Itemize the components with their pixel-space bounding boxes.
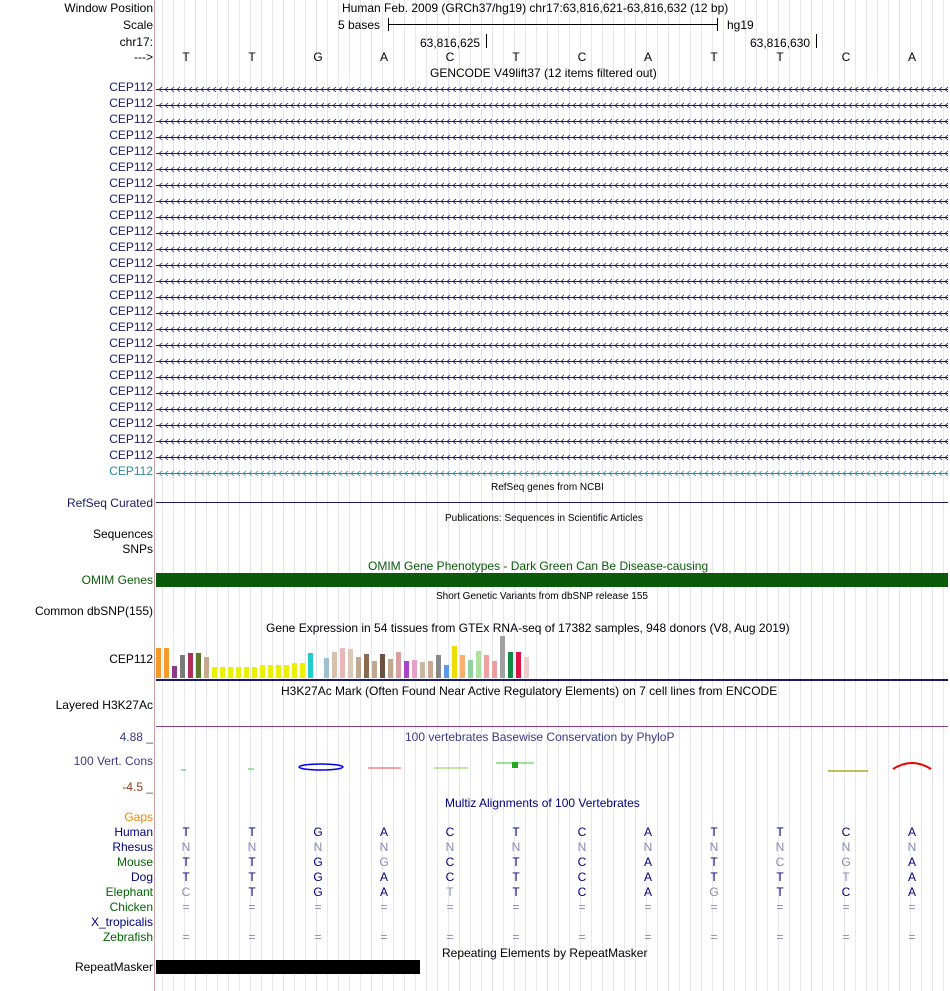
multiz-base: T [512,870,520,884]
gencode-transcript-line[interactable] [156,115,948,129]
gtex-tissue-bar[interactable] [452,646,457,678]
coord-left: 63,816,625 [420,36,481,50]
multiz-base: A [643,855,652,869]
gtex-tissue-bar[interactable] [468,660,473,678]
gencode-transcript-line[interactable] [156,291,948,305]
multiz-species-label[interactable]: Elephant [105,885,153,899]
multiz-base: T [248,870,256,884]
gtex-tissue-bar[interactable] [268,665,273,678]
gtex-tissue-bar[interactable] [244,667,249,678]
gtex-tissue-bar[interactable] [516,652,521,678]
multiz-base: C [577,885,587,899]
multiz-base: C [445,870,455,884]
gtex-tissue-bar[interactable] [460,655,465,678]
multiz-base: T [710,870,718,884]
refseq-track-title[interactable]: RefSeq genes from NCBI [491,482,604,493]
multiz-base: A [643,825,652,839]
multiz-base: N [313,840,323,854]
gencode-transcript-line[interactable] [156,355,948,369]
chrom-label: chr17: [119,35,153,49]
multiz-species-label[interactable]: X_tropicalis [90,915,153,929]
multiz-base: N [445,840,455,854]
omim-track-label[interactable]: OMIM Genes [81,573,153,587]
gtex-tissue-bar[interactable] [324,658,329,678]
sequence-base: T [776,50,784,64]
gencode-transcript-line[interactable] [156,243,948,257]
publications-label-sequences[interactable]: Sequences [92,527,153,541]
gencode-transcript-label[interactable]: CEP112 [109,80,153,94]
multiz-base: A [379,870,388,884]
gencode-transcript-line[interactable] [156,387,948,401]
gencode-transcript-line[interactable] [156,131,948,145]
gencode-transcript-label[interactable]: CEP112 [109,432,153,446]
scale-label: Scale [122,18,153,32]
refseq-track-label[interactable]: RefSeq Curated [66,496,153,510]
multiz-base: = [578,900,586,914]
coord-right: 63,816,630 [750,36,811,50]
h3k27ac-track-label[interactable]: Layered H3K27Ac [55,698,153,712]
phylop-plot [156,755,948,775]
sequence-base: C [841,50,851,64]
multiz-species-label[interactable]: Rhesus [112,840,153,854]
gencode-transcript-label[interactable]: CEP112 [109,256,153,270]
repeatmasker-feature-bar[interactable] [156,960,420,974]
multiz-base: A [907,885,916,899]
multiz-base: = [248,930,256,944]
gtex-tissue-bar[interactable] [156,648,161,678]
gtex-tissue-bar[interactable] [308,653,313,678]
multiz-base: = [842,930,850,944]
gtex-tissue-bar[interactable] [212,667,217,678]
publications-track-title[interactable]: Publications: Sequences in Scientific Articles [445,513,643,524]
gtex-tissue-bar[interactable] [332,652,337,678]
multiz-base: T [512,825,520,839]
multiz-base: C [577,870,587,884]
multiz-species-label[interactable]: Dog [130,870,153,884]
multiz-base: = [710,930,718,944]
gencode-track-title[interactable]: GENCODE V49lift37 (12 items filtered out) [430,66,657,80]
scale-assembly: hg19 [727,18,754,32]
multiz-base: = [314,900,322,914]
multiz-species-label[interactable]: Human [114,825,153,839]
multiz-base: G [379,855,389,869]
multiz-base: G [313,885,323,899]
multiz-base: A [907,855,916,869]
gtex-tissue-bar[interactable] [420,662,425,678]
gencode-transcript-line[interactable] [156,211,948,225]
repeatmasker-track-label[interactable]: RepeatMasker [74,960,153,974]
gencode-transcript-line[interactable] [156,339,948,353]
gtex-tissue-bar[interactable] [196,653,201,678]
multiz-base: = [644,900,652,914]
multiz-base: = [182,930,190,944]
window-position-value[interactable]: Human Feb. 2009 (GRCh37/hg19) chr17:63,816,621-63,816,632 (12 bp) [342,1,729,15]
coord-left-tick [486,34,487,48]
gtex-tissue-bar[interactable] [500,636,505,678]
gencode-transcript-line[interactable] [156,99,948,113]
gencode-transcript-line[interactable] [156,467,948,481]
multiz-base: T [710,855,718,869]
gencode-transcript-line[interactable] [156,83,948,97]
multiz-base: T [182,855,190,869]
gtex-tissue-bar[interactable] [260,665,265,678]
multiz-gaps-label[interactable]: Gaps [124,810,153,824]
gencode-transcript-label[interactable]: CEP112 [109,368,153,382]
multiz-base: N [841,840,851,854]
sequence-base: T [710,50,718,64]
phylop-ymin: -4.5 _ [122,780,153,794]
multiz-base: T [776,870,784,884]
gencode-transcript-label[interactable]: CEP112 [109,128,153,142]
multiz-base: N [907,840,917,854]
multiz-base: = [710,900,718,914]
multiz-base: G [313,870,323,884]
gencode-transcript-label[interactable]: CEP112 [109,352,153,366]
gtex-tissue-bar[interactable] [348,649,353,678]
scale-value: 5 bases [338,18,381,32]
multiz-base: T [248,885,256,899]
multiz-base: = [182,900,190,914]
multiz-base: T [446,885,454,899]
multiz-base: T [512,855,520,869]
multiz-base: G [313,855,323,869]
scale-bar [388,24,718,25]
gtex-tissue-bar[interactable] [396,652,401,678]
gencode-transcript-line[interactable] [156,179,948,193]
scale-bar-right-tick [717,18,718,31]
gtex-tissue-bar[interactable] [164,648,169,678]
gtex-tissue-bar[interactable] [372,661,377,678]
gencode-transcript-line[interactable] [156,419,948,433]
gencode-transcript-label[interactable]: CEP112 [109,272,153,286]
gencode-transcript-label[interactable]: CEP112 [109,336,153,350]
gencode-transcript-label[interactable]: CEP112 [109,464,153,478]
gtex-tissue-bar[interactable] [292,663,297,678]
repeatmasker-track-title[interactable]: Repeating Elements by RepeatMasker [442,946,648,960]
gencode-transcript-line[interactable] [156,371,948,385]
multiz-base: N [247,840,257,854]
gencode-transcript-line[interactable] [156,195,948,209]
multiz-species-label[interactable]: Mouse [116,855,153,869]
gtex-tissue-bar[interactable] [356,657,361,678]
refseq-line [156,502,948,503]
gtex-tissue-bar[interactable] [252,667,257,678]
gencode-transcript-label[interactable]: CEP112 [109,208,153,222]
gencode-transcript-label[interactable]: CEP112 [109,400,153,414]
gencode-transcript-label[interactable]: CEP112 [109,112,153,126]
multiz-base: = [776,930,784,944]
gtex-track-title[interactable]: Gene Expression in 54 tissues from GTEx RNA-seq of 17382 samples, 948 donors (V8, Aug 2019) [266,621,790,635]
gencode-transcript-line[interactable] [156,147,948,161]
gtex-tissue-bar[interactable] [484,655,489,678]
gtex-track-label[interactable]: CEP112 [109,652,153,666]
multiz-base: = [446,930,454,944]
sequence-base: A [907,50,916,64]
gencode-transcript-label[interactable]: CEP112 [109,176,153,190]
multiz-base: N [379,840,389,854]
gtex-tissue-bar[interactable] [404,661,409,678]
multiz-base: G [841,855,851,869]
omim-feature-bar[interactable] [156,573,948,587]
multiz-base: A [907,870,916,884]
gtex-tissue-bar[interactable] [380,654,385,678]
gtex-tissue-bar[interactable] [412,660,417,678]
multiz-base: T [776,825,784,839]
multiz-base: A [643,885,652,899]
multiz-base: = [512,930,520,944]
multiz-base: N [643,840,653,854]
multiz-base: = [248,900,256,914]
gtex-tissue-bar[interactable] [204,657,209,678]
gencode-transcript-label[interactable]: CEP112 [109,320,153,334]
multiz-base: = [842,900,850,914]
gencode-transcript-label[interactable]: CEP112 [109,96,153,110]
gtex-tissue-bar[interactable] [284,665,289,678]
multiz-base: N [511,840,521,854]
gtex-bar-chart[interactable] [156,636,536,678]
multiz-base: T [512,885,520,899]
multiz-base: = [380,930,388,944]
sequence-base: T [182,50,190,64]
gencode-transcript-label[interactable]: CEP112 [109,384,153,398]
gencode-transcript-label[interactable]: CEP112 [109,144,153,158]
multiz-base: C [577,825,587,839]
dbsnp-track-label[interactable]: Common dbSNP(155) [34,604,153,618]
multiz-base: A [379,825,388,839]
multiz-base: C [775,855,785,869]
gtex-tissue-bar[interactable] [300,663,305,678]
multiz-base: T [182,825,190,839]
multiz-base: A [643,870,652,884]
phylop-track-label[interactable]: 100 Vert. Cons [73,754,153,768]
multiz-base: C [841,825,851,839]
multiz-base: N [577,840,587,854]
gtex-tissue-bar[interactable] [220,667,225,678]
gencode-transcript-line[interactable] [156,435,948,449]
multiz-base: C [445,855,455,869]
multiz-base: = [380,900,388,914]
multiz-base: T [710,825,718,839]
omim-track-title[interactable]: OMIM Gene Phenotypes - Dark Green Can Be Disease-causing [368,559,709,573]
multiz-base: G [313,825,323,839]
multiz-base: = [908,900,916,914]
multiz-base: = [644,930,652,944]
gtex-tissue-bar[interactable] [188,653,193,678]
sequence-base: C [577,50,587,64]
gtex-tissue-bar[interactable] [172,666,177,678]
phylop-track-title[interactable]: 100 vertebrates Basewise Conservation by PhyloP [405,730,675,744]
sequence-base: A [379,50,388,64]
gtex-tissue-bar[interactable] [428,661,433,678]
multiz-base: = [314,930,322,944]
multiz-base: T [182,870,190,884]
multiz-base: C [577,855,587,869]
h3k27ac-baseline [156,726,948,727]
gencode-transcript-label[interactable]: CEP112 [109,160,153,174]
multiz-base: A [379,885,388,899]
strand-label: ---> [134,50,153,64]
gencode-transcript-label[interactable]: CEP112 [109,304,153,318]
coord-right-tick [816,34,817,48]
gtex-tissue-bar[interactable] [436,655,441,678]
gtex-tissue-bar[interactable] [388,659,393,678]
multiz-base: N [181,840,191,854]
multiz-base: T [776,885,784,899]
gencode-transcript-label[interactable]: CEP112 [109,416,153,430]
gtex-baseline [156,679,948,681]
multiz-base: C [181,885,191,899]
gtex-tissue-bar[interactable] [180,655,185,678]
gtex-tissue-bar[interactable] [228,667,233,678]
gencode-transcript-label[interactable]: CEP112 [109,448,153,462]
gtex-tissue-bar[interactable] [492,661,497,678]
multiz-base: = [578,930,586,944]
multiz-track-title[interactable]: Multiz Alignments of 100 Vertebrates [445,796,640,810]
multiz-base: G [709,885,719,899]
sequence-base: T [248,50,256,64]
gtex-tissue-bar[interactable] [276,665,281,678]
gtex-tissue-bar[interactable] [524,657,529,678]
dbsnp-track-title[interactable]: Short Genetic Variants from dbSNP release 155 [436,591,648,602]
gencode-transcript-line[interactable] [156,403,948,417]
gencode-transcript-line[interactable] [156,259,948,273]
multiz-species-label[interactable]: Zebrafish [102,930,153,944]
gencode-transcript-label[interactable]: CEP112 [109,240,153,254]
gencode-transcript-line[interactable] [156,227,948,241]
gtex-tissue-bar[interactable] [236,667,241,678]
gencode-transcript-line[interactable] [156,307,948,321]
sequence-base: G [313,50,323,64]
scale-bar-left-tick [388,18,389,31]
gencode-transcript-label[interactable]: CEP112 [109,288,153,302]
multiz-base: A [907,825,916,839]
multiz-base: = [512,900,520,914]
gtex-tissue-bar[interactable] [476,651,481,678]
multiz-base: T [842,870,850,884]
multiz-base: T [248,825,256,839]
sequence-base: A [643,50,652,64]
multiz-base: = [908,930,916,944]
gtex-tissue-bar[interactable] [364,654,369,678]
gencode-transcript-line[interactable] [156,275,948,289]
gtex-tissue-bar[interactable] [444,665,449,678]
multiz-base: = [776,900,784,914]
multiz-base: N [775,840,785,854]
multiz-base: = [446,900,454,914]
sequence-base: T [512,50,520,64]
gencode-transcript-line[interactable] [156,451,948,465]
multiz-base: C [841,885,851,899]
sequence-base: C [445,50,455,64]
multiz-species-label[interactable]: Chicken [109,900,153,914]
window-position-label: Window Position [64,1,153,15]
gencode-transcript-line[interactable] [156,323,948,337]
publications-label-snps[interactable]: SNPs [122,542,153,556]
multiz-base: N [709,840,719,854]
multiz-base: T [248,855,256,869]
gencode-transcript-label[interactable]: CEP112 [109,192,153,206]
multiz-base: C [445,825,455,839]
gencode-transcript-label[interactable]: CEP112 [109,224,153,238]
gtex-tissue-bar[interactable] [340,648,345,678]
gtex-tissue-bar[interactable] [508,652,513,678]
gencode-transcript-line[interactable] [156,163,948,177]
h3k27ac-track-title[interactable]: H3K27Ac Mark (Often Found Near Active Regulatory Elements) on 7 cell lines from ENCODE [281,684,778,698]
sidebar-border [154,0,155,991]
phylop-ymax: 4.88 _ [119,730,153,744]
